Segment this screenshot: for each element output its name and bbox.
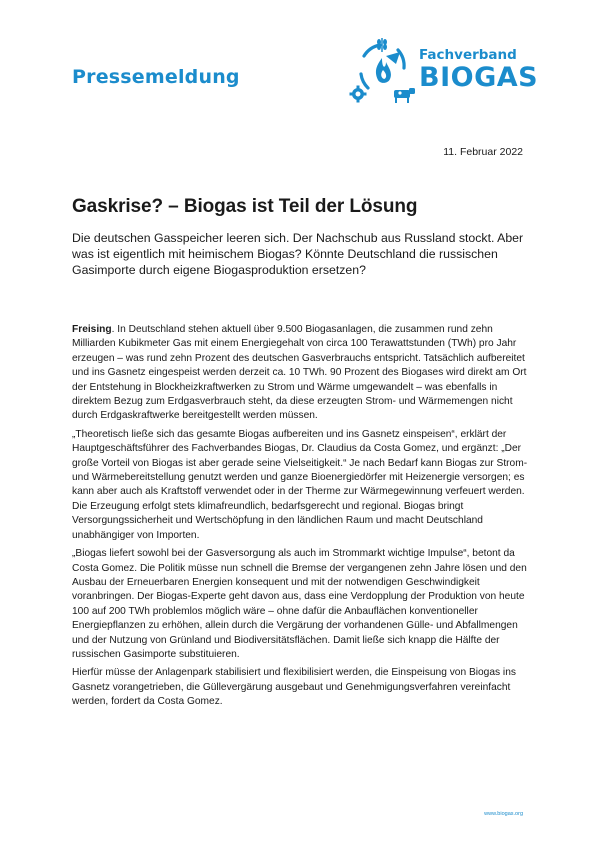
article-title: Gaskrise? – Biogas ist Teil der Lösung [72,196,418,217]
fachverband-biogas-logo [346,34,539,106]
body-paragraph-2: „Theoretisch ließe sich das gesamte Biogas aufbereiten und ins Gasnetz einspeisen“, erklärt der Hauptgeschäftsführer des Fachverbandes Biogas, Dr. Claudius da Costa Gomez, und ergänzt: „Der große Vorteil von Biogas ist aber gerade seine Vielseitigkeit.“ Je nach Bedarf kann Biogas zur Strom- und Wärmebereitstellung genutzt werden und ganze Bioenergiedörfer mit Heizenergie versorgen; es kann aber auch als Kraftstoff verwendet oder in der Therme zur Wärmegewinnung verfeuert werden. Die Erzeugung erfolgt stets klimafreundlich, bedarfsgerecht und regional. Biogas bringt Versorgungssicherheit und Wertschöpfung in den ländlichen Raum und macht Deutschland unabhängiger von Importen. [72,428,528,541]
biogas-emblem-icon [346,34,418,106]
body-paragraph-1-text: . In Deutschland stehen aktuell über 9.500 Biogasanlagen, die zusammen rund zehn Milliarden Kubikmeter Gas mit einem Energiegehalt von circa 100 Terawattstunden (TWh) pro Jahr erzeugen – was rund zehn Prozent des deutschen Gasverbrauchs entspricht. Tatsächlich aufbereitet und ins Gasnetz eingespeist werden derzeit ca. 10 TWh. 90 Prozent des Biogases wird direkt am Ort der Entstehung in Blockheizkraftwerken zu Strom und Wärme umgewandelt – was ebenfalls in direktem Bezug zum Erdgasverbrauch steht, da diese erzeugten Strom- und Wärmemengen nicht durch Erdgaskraftwerke bereitgestellt werden müssen. [72,324,527,422]
lead-paragraph: Die deutschen Gasspeicher leeren sich. Der Nachschub aus Russland stockt. Aber was ist eigentlich mit heimischem Biogas? Könnte Deutschland die russischen Gasimporte durch eigene Biogasproduktion ersetzen? [72,231,524,277]
body-paragraph-1 [72,323,528,424]
org-name-line2: BIOGAS [419,62,539,93]
article-body [72,323,528,714]
body-paragraph-3: „Biogas liefert sowohl bei der Gasversorgung als auch im Strommarkt wichtige Impulse“, betont da Costa Gomez. Die Politik müsse nun schnell die Bremse der vergangenen zehn Jahre lösen und den Ausbau der Erneuerbaren Energien konsequent und mit der notwendigen Geschwindigkeit voranbringen. Der Biogas-Experte geht davon aus, dass eine Verdopplung der Produktion von heute 100 auf 200 TWh problemlos möglich wäre – ohne dafür die Anbauflächen konventioneller Energiepflanzen zu erhöhen, allein durch die Vergärung der vorhandenen Gülle- und Abfallmengen und der Nutzung von Grünland und Biodiversitätsflächen. Damit ließe sich knapp die Hälfte der russischen Gasimporte substituieren. [72,548,527,660]
org-name-line1: Fachverband [419,47,517,63]
footer-website-link[interactable]: www.biogas.org [484,811,523,817]
document-type-heading: Pressemeldung [72,66,240,88]
dateline-location: Freising [72,324,112,335]
body-paragraph-4: Hierfür müsse der Anlagenpark stabilisiert und flexibilisiert werden, die Einspeisung von Biogas ins Gasnetz vorangetrieben, die Güllevergärung ausgebaut und Genehmigungsverfahren vereinfacht werden, fordert da Costa Gomez. [72,667,516,708]
release-date: 11. Februar 2022 [443,146,523,158]
